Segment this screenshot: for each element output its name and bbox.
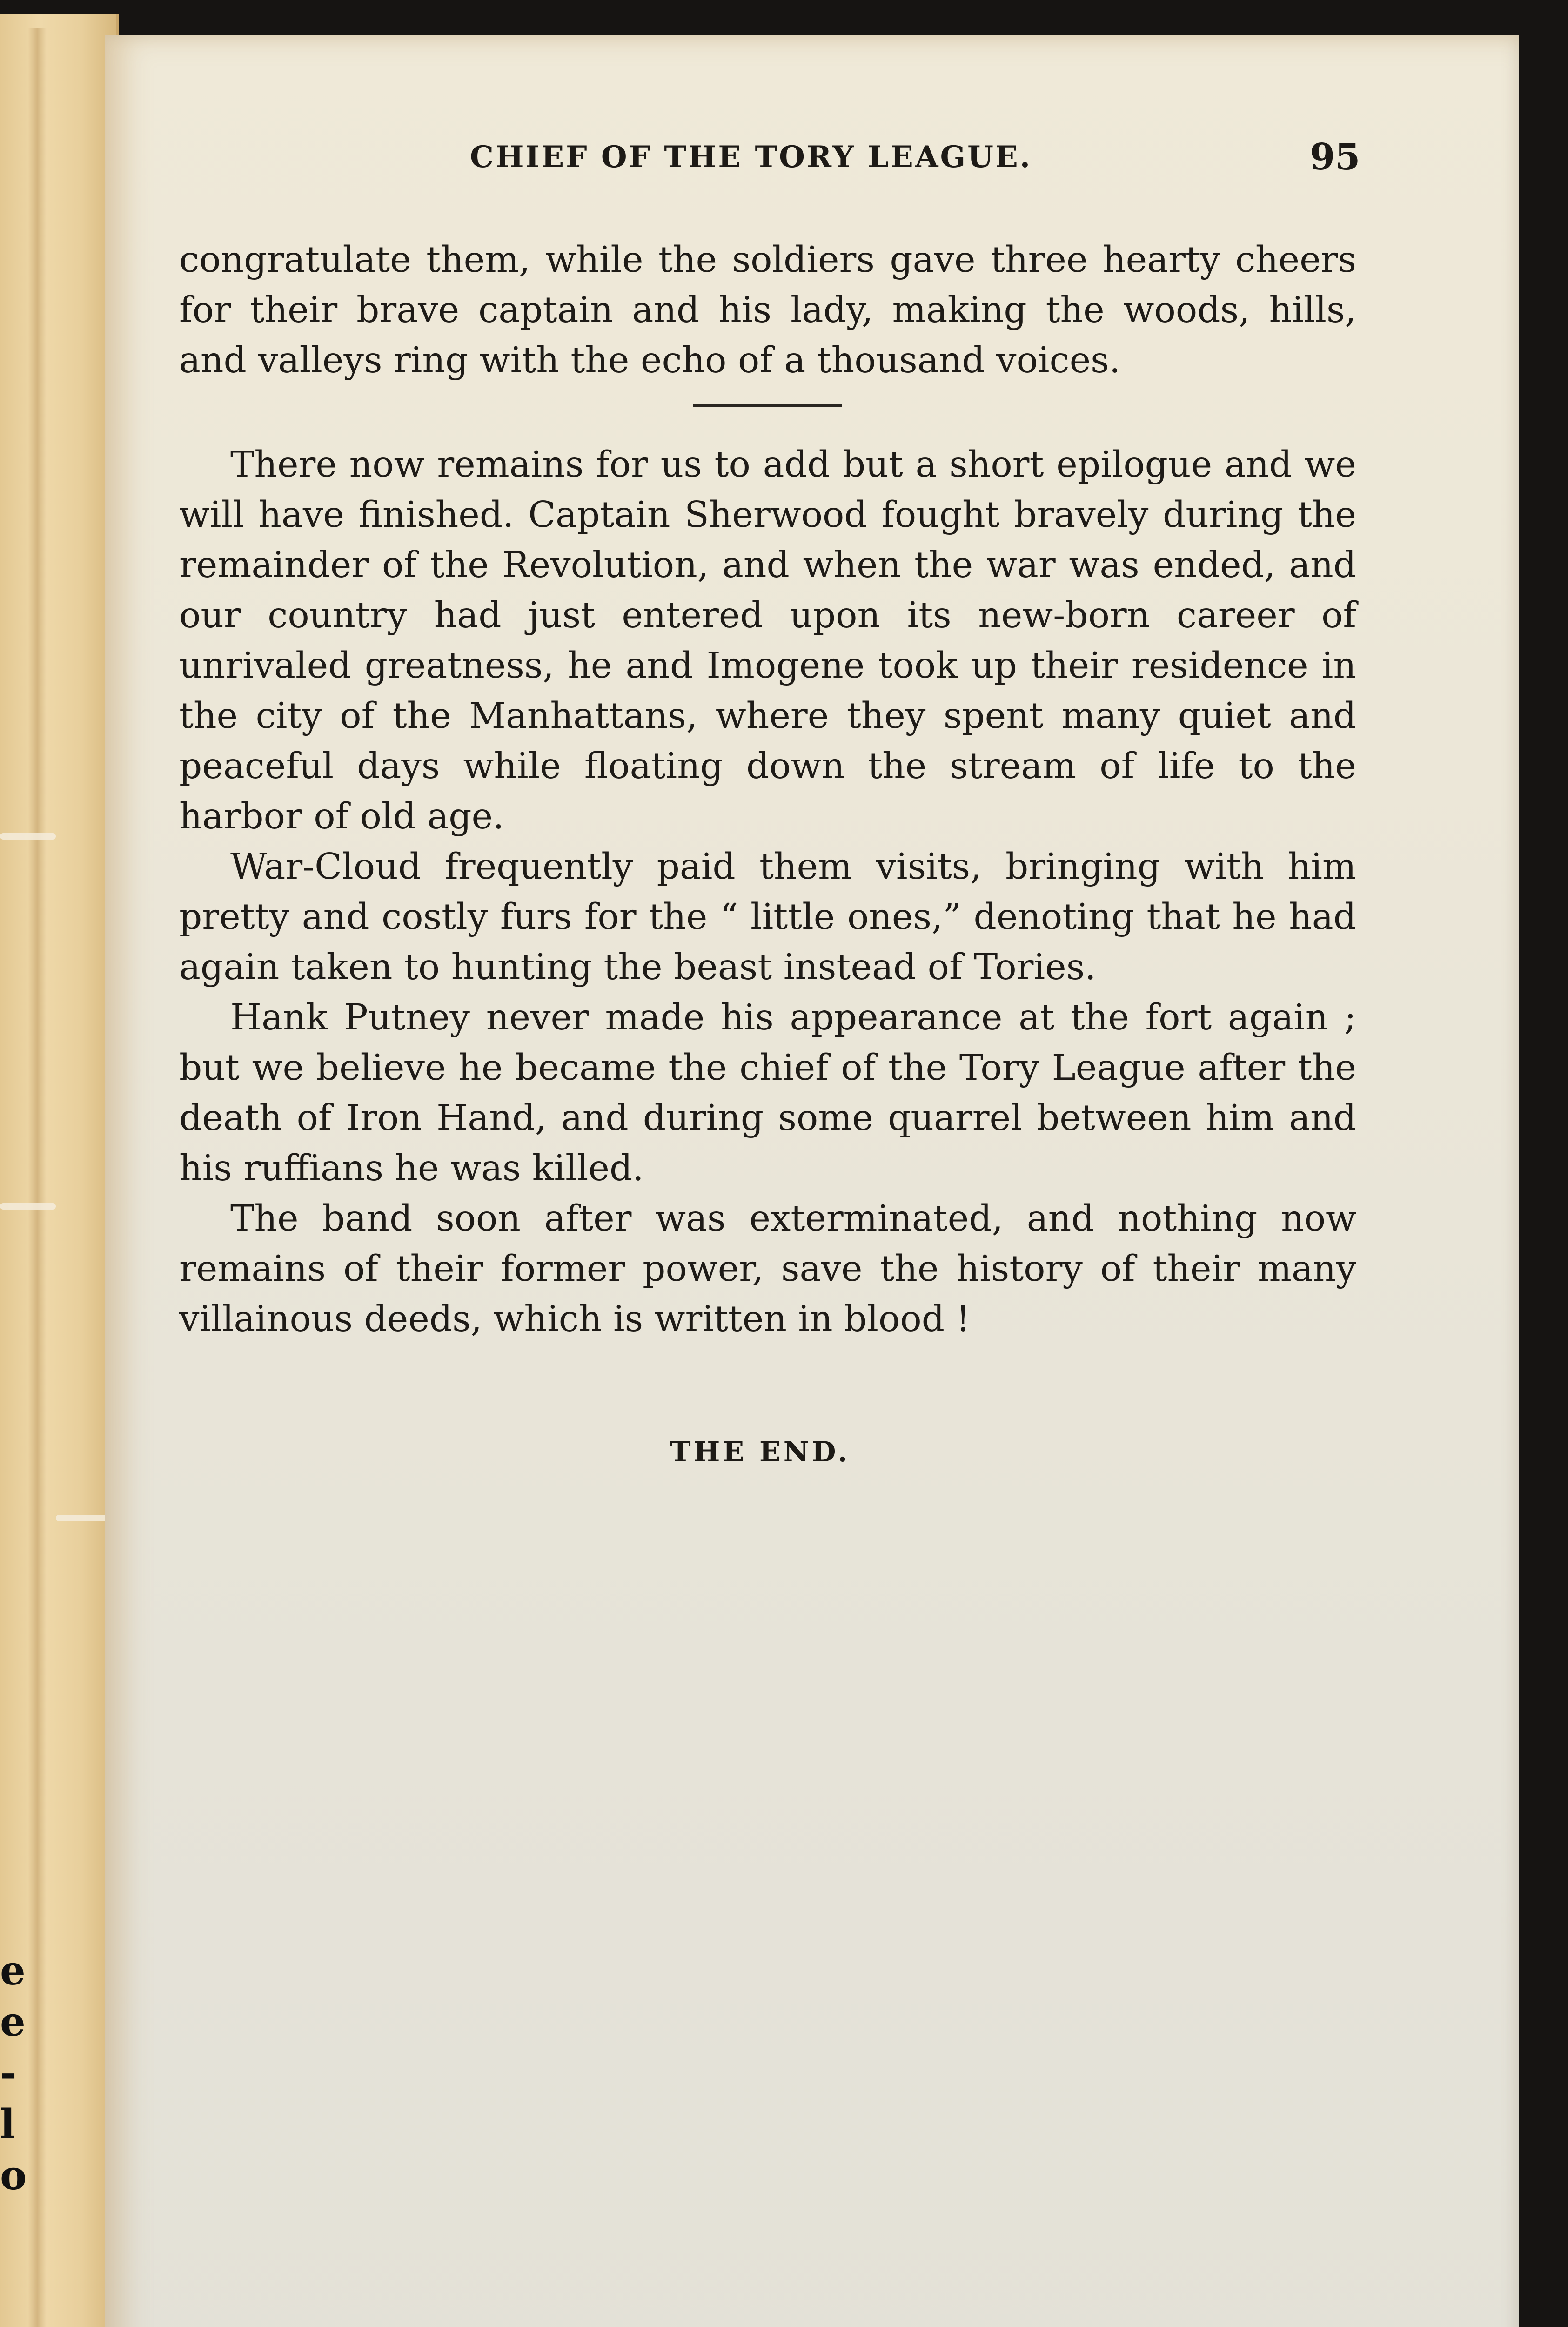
left-page-fragment: e [0, 1947, 26, 1994]
the-end-label: THE END. [670, 1436, 851, 1468]
left-page-fragment: - [0, 2050, 17, 2097]
left-page-text-fragments [0, 1945, 27, 2271]
paragraph: The band soon after was exterminated, and nothing now remains of their former power, save the history of their many villainous deeds, which is written in blood ! [179, 1198, 1356, 1340]
left-page-fragment: l [0, 2101, 15, 2148]
body-text [179, 235, 1356, 1345]
left-page-fragment: e [0, 1998, 26, 2045]
page-number: 95 [1310, 136, 1360, 178]
left-page-edge [0, 14, 119, 2327]
binding-string [0, 833, 56, 840]
paragraph: There now remains for us to add but a short epilogue and we will have finished. Captain Sherwood fought bravely during the remainder of the Revolution, and when the war was ended, and our country had just entered upon its new-born career of unrivaled greatness, he and Imogene took up their residence in the city of the Manhattans, where they spent many quiet and peaceful days while floating down the stream of life to the harbor of old age. [179, 444, 1356, 837]
running-head: CHIEF OF THE TORY LEAGUE. [470, 140, 1032, 175]
page-fold-shadow [28, 28, 47, 2327]
paragraph: War-Cloud frequently paid them visits, bringing with him pretty and costly furs for the “ little ones,” denoting that he had again taken to hunting the beast instead of Tories. [179, 846, 1356, 988]
left-page-fragment: o [0, 2152, 27, 2199]
paragraph-continuation: congratulate them, while the soldiers gave three hearty cheers for their brave captain and his lady, making the woods, hills, and valleys ring with the echo of a thousand voices. [179, 239, 1356, 381]
paragraph: Hank Putney never made his appearance at the fort again ; but we believe he became the chief of the Tory League after the death of Iron Hand, and during some quarrel between him and his ruffians he was killed. [179, 997, 1356, 1189]
binding-string [56, 1515, 107, 1521]
section-divider-rule [693, 404, 842, 407]
binding-string [0, 1203, 56, 1210]
